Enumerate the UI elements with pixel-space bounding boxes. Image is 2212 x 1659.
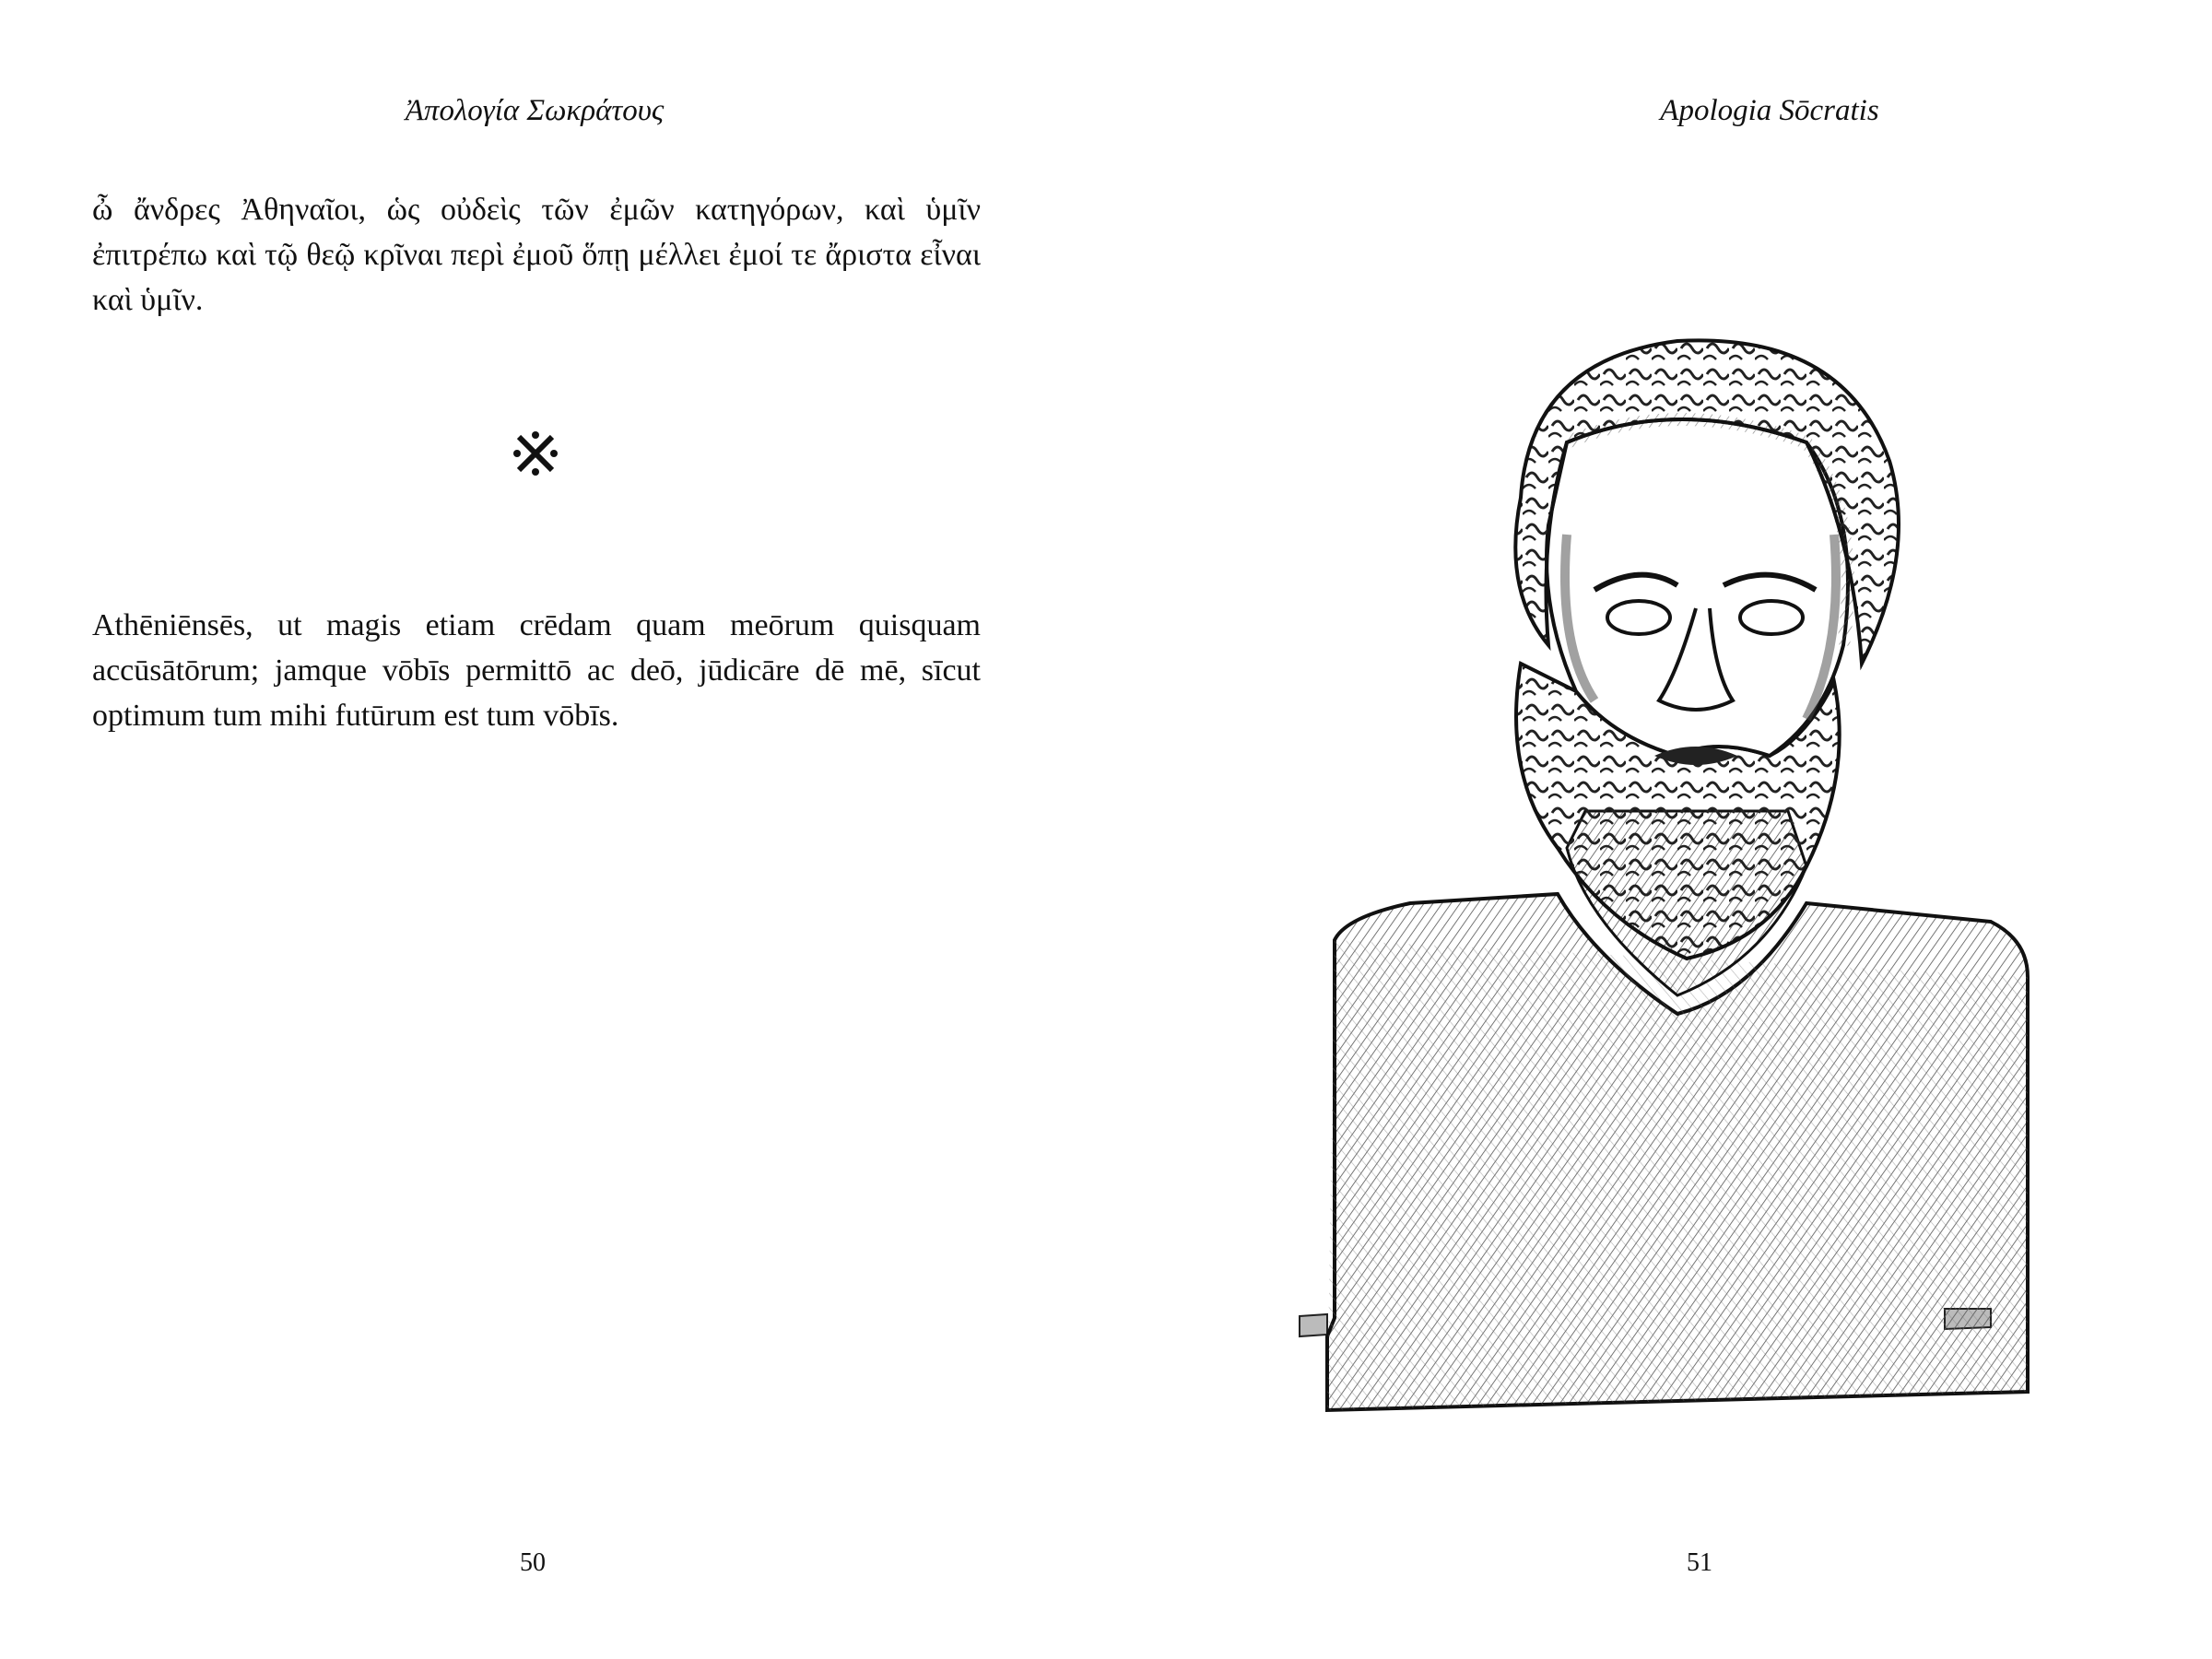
page-number-right: 51 (1687, 1548, 1712, 1577)
socrates-bust-illustration (1290, 258, 2101, 1429)
page-number-left: 50 (520, 1548, 546, 1577)
ornament-reference-mark-icon (512, 429, 559, 477)
running-head-latin: Apologia Sōcratis (1660, 94, 1879, 127)
greek-paragraph: ὦ ἄνδρες Ἀθηναῖοι, ὡς οὐδεὶς τῶν ἐμῶν κατηγόρων, καὶ ὑμῖν ἐπιτρέπω καὶ τῷ θεῷ κρῖναι περὶ ἐμοῦ ὅπῃ μέλλει ἐμοί τε ἄριστα εἶναι καὶ ὑμῖν. (92, 193, 981, 317)
right-page (1106, 0, 2212, 1659)
running-head-greek: Ἀπολογία Σωκράτους (405, 94, 665, 127)
latin-paragraph: Athēniēnsēs, ut magis etiam crēdam quam meōrum quisquam accūsātōrum; jamque vōbīs permittō ac deō, jūdicāre dē mē, sīcut optimum tum mihi futūrum est tum vōbīs. (92, 608, 981, 733)
